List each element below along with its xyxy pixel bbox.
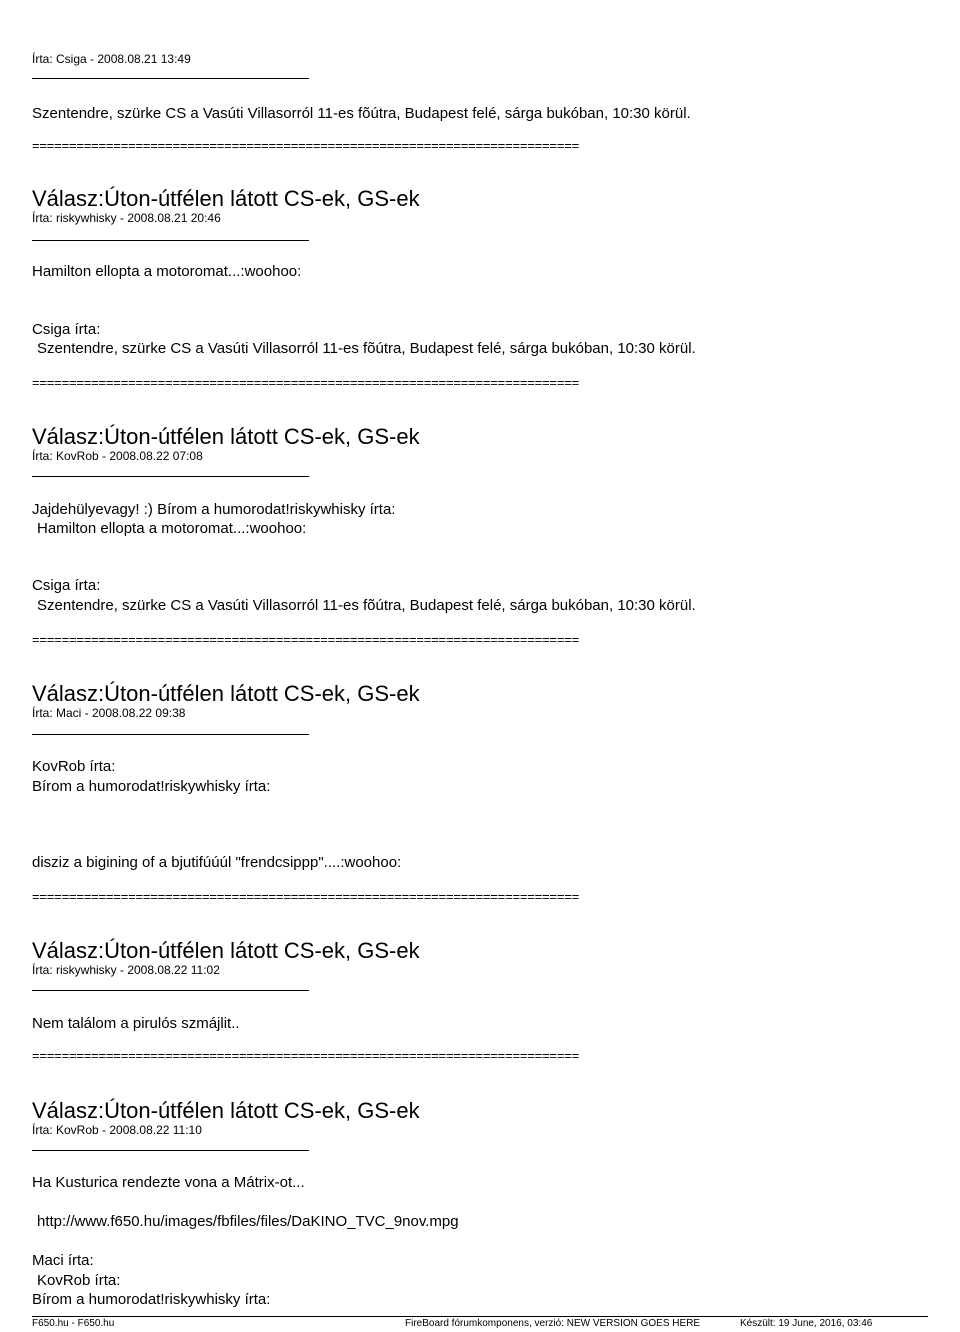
quote-author: KovRob írta: (32, 758, 116, 775)
post-divider (32, 476, 309, 477)
post-title: Válasz:Úton-útfélen látott CS-ek, GS-ek (32, 938, 420, 963)
post-title: Válasz:Úton-útfélen látott CS-ek, GS-ek (32, 186, 420, 211)
post-title: Válasz:Úton-útfélen látott CS-ek, GS-ek (32, 424, 420, 449)
post-text: Szentendre, szürke CS a Vasúti Villasorról 11-es fõútra, Budapest felé, sárga bukóban, 10:30 körül. (32, 105, 691, 122)
quote-author: Maci írta: (32, 1252, 94, 1269)
post-divider (32, 734, 309, 735)
post-title: Válasz:Úton-útfélen látott CS-ek, GS-ek (32, 681, 420, 706)
footer-component: FireBoard fórumkomponens, verzió: NEW VERSION GOES HERE (405, 1318, 701, 1329)
separator: ========================================================================== (32, 138, 579, 153)
footer-divider (32, 1316, 928, 1317)
post-text: Nem találom a pirulós szmájlit.. (32, 1015, 240, 1032)
separator: ========================================================================== (32, 632, 579, 647)
separator: ========================================================================== (32, 889, 579, 904)
post-text: Jajdehülyevagy! :) Bírom a humorodat!riskywhisky írta: (32, 501, 396, 518)
post-meta: Írta: riskywhisky - 2008.08.21 20:46 (32, 211, 221, 225)
quote-text: Bírom a humorodat!riskywhisky írta: (32, 778, 271, 795)
post-meta: Írta: Maci - 2008.08.22 09:38 (32, 706, 186, 720)
post-meta: Írta: Csiga - 2008.08.21 13:49 (32, 52, 191, 66)
post-meta: Írta: riskywhisky - 2008.08.22 11:02 (32, 963, 220, 977)
post-meta: Írta: KovRob - 2008.08.22 07:08 (32, 449, 203, 463)
post-text: Ha Kusturica rendezte vona a Mátrix-ot... (32, 1174, 305, 1191)
separator: ========================================================================== (32, 1048, 579, 1063)
quote-text: Bírom a humorodat!riskywhisky írta: (32, 1291, 271, 1308)
post-link[interactable]: http://www.f650.hu/images/fbfiles/files/DaKINO_TVC_9nov.mpg (37, 1213, 459, 1230)
post-text: Hamilton ellopta a motoromat...:woohoo: (32, 263, 302, 280)
footer-site: F650.hu - F650.hu (32, 1318, 115, 1329)
quote-author: Csiga írta: (32, 321, 101, 338)
quote-author: KovRob írta: (37, 1272, 121, 1289)
post-divider (32, 1150, 309, 1151)
separator: ========================================================================== (32, 375, 579, 390)
post-text: disziz a bigining of a bjutifúúúl "frendcsippp"....:woohoo: (32, 854, 402, 871)
post-divider (32, 78, 309, 79)
quote-text: Szentendre, szürke CS a Vasúti Villasorról 11-es fõútra, Budapest felé, sárga bukóban, 10:30 körül. (37, 597, 696, 614)
post-divider (32, 240, 309, 241)
quote-text: Szentendre, szürke CS a Vasúti Villasorról 11-es fõútra, Budapest felé, sárga bukóban, 10:30 körül. (37, 340, 696, 357)
post-title: Válasz:Úton-útfélen látott CS-ek, GS-ek (32, 1098, 420, 1123)
footer-generated: Készült: 19 June, 2016, 03:46 (740, 1318, 873, 1329)
quote-text: Hamilton ellopta a motoromat...:woohoo: (37, 520, 307, 537)
post-divider (32, 990, 309, 991)
quote-author: Csiga írta: (32, 577, 101, 594)
post-meta: Írta: KovRob - 2008.08.22 11:10 (32, 1123, 202, 1137)
